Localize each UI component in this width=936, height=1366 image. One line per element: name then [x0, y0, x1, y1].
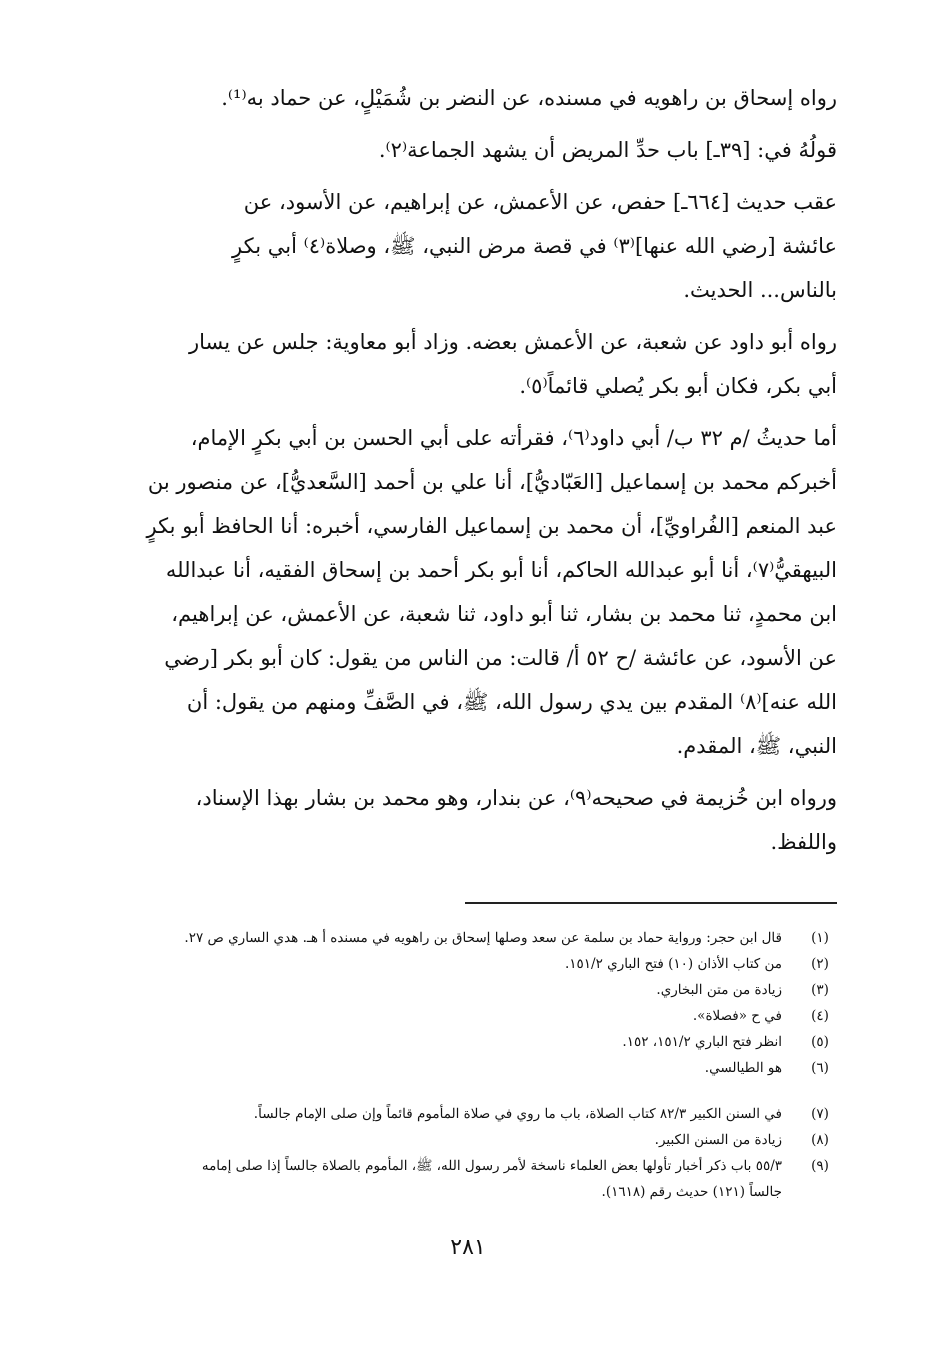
main-text [95, 76, 837, 864]
text-line: بالناس... الحديث. [683, 278, 837, 302]
text-line: ورواه ابن خُزيمة في صحيحه⁽٩⁾، عن بندار، وهو محمد بن بشار بهذا الإسناد، [195, 786, 837, 810]
text-line: الله عنه]⁽٨⁾ المقدم بين يدي رسول الله، ﷺ، في الصَّفِّ ومنهم من يقول: أن [186, 690, 837, 714]
footnote [90, 1127, 840, 1153]
text-line: النبي، ﷺ، المقدم. [676, 734, 837, 758]
text-line: رواه إسحاق بن راهويه في مسنده، عن النضر بن شُمَيْلٍ، عن حماد به⁽¹⁾. [221, 86, 837, 110]
footnote-separator [465, 902, 837, 904]
footnote-number: (٨) [811, 1132, 829, 1148]
footnote-text: زيادة من متن البخاري. [656, 982, 782, 998]
page-number: ٢٨١ [450, 1235, 486, 1260]
text-line: ابن محمدٍ، ثنا محمد بن بشار، ثنا أبو داود، ثنا شعبة، عن الأعمش، عن إبراهيم، [171, 602, 837, 626]
footnote-text: ٥٥/٣ باب ذكر أخبار تأولها بعض العلماء ناسخة لأمر رسول الله، ﷺ، المأموم بالصلاة جالساً إذا صلى إمامه [201, 1158, 782, 1174]
footnote-text: قال ابن حجر: ورواية حماد بن سلمة عن سعد وصلها إسحاق بن راهويه في مسنده أ هـ. هدي الساري ص ٢٧. [184, 930, 782, 946]
footnote-number: (٤) [811, 1008, 829, 1024]
footnote [90, 1029, 840, 1055]
footnote [90, 951, 840, 977]
footnote-number: (٣) [811, 982, 829, 998]
footnote [90, 1101, 840, 1127]
footnote [90, 1153, 840, 1179]
footnote-number: (٦) [811, 1060, 829, 1076]
text-line: أما حديثُ /م ٣٢ ب/ أبي داود⁽٦⁾، فقرأته على أبي الحسن بن أبي بكرٍ الإمام، [190, 426, 837, 450]
footnote-text: في السنن الكبير ٨٢/٣ كتاب الصلاة، باب ما روي في صلاة المأموم قائماً وإن صلى الإمام جالساً. [253, 1106, 782, 1122]
text-line: عن الأسود، عن عائشة /ح ٥٢ أ/ قالت: من الناس من يقول: كان أبو بكر [رضي [164, 646, 837, 670]
footnote-text: انظر فتح الباري ١٥١/٢، ١٥٢. [622, 1034, 782, 1050]
text-line: عائشة [رضي الله عنها]⁽٣⁾ في قصة مرض النبي، ﷺ، وصلاة⁽٤⁾ أبي بكرٍ [232, 234, 837, 258]
footnote-continuation [90, 1179, 840, 1205]
footnote-text: من كتاب الأذان (١٠) فتح الباري ١٥١/٢. [564, 956, 782, 972]
footnote-text: جالساً (١٢١) حديث رقم (١٦١٨). [601, 1184, 782, 1200]
text-line: رواه أبو داود عن شعبة، عن الأعمش بعضه. وزاد أبو معاوية: جلس عن يسار [188, 330, 837, 354]
text-line: عبد المنعم [الفُراويِّ]، أن محمد بن إسماعيل الفارسي، أخبره: أنا الحافظ أبو بكرٍ [146, 514, 837, 538]
footnote-text: هو الطيالسي. [704, 1060, 782, 1076]
footnote-number: (٧) [811, 1106, 829, 1122]
text-line: أخبركم محمد بن إسماعيل [العَبّاديُّ]، أنا علي بن أحمد [السَّعديُّ]، عن منصور بن [147, 470, 837, 494]
footnote [90, 1003, 840, 1029]
text-line: أبي بكر، فكان أبو بكر يُصلي قائماً⁽٥⁾. [519, 374, 837, 398]
footnote-gap [90, 1081, 840, 1101]
footnote-number: (٩) [811, 1158, 829, 1174]
footnote-number: (١) [811, 930, 829, 946]
footnote-number: (٢) [811, 956, 829, 972]
text-line: عقب حديث [٦٦٤ـ] حفص، عن الأعمش، عن إبراهيم، عن الأسود، عن [243, 190, 837, 214]
footnote [90, 925, 840, 951]
text-line: البيهقيُّ⁽٧⁾، أنا أبو عبدالله الحاكم، أنا أبو بكر أحمد بن إسحاق الفقيه، أنا عبدالله [165, 558, 837, 582]
footnote [90, 977, 840, 1003]
footnote-text: في ح «فصلاة». [692, 1008, 782, 1024]
footnote [90, 1055, 840, 1081]
text-line: قولُهُ في: [٣٩ـ] باب حدِّ المريض أن يشهد الجماعة⁽٢⁾. [378, 138, 837, 162]
footnotes [90, 925, 840, 1205]
footnote-number: (٥) [811, 1034, 829, 1050]
footnote-text: زيادة من السنن الكبير. [654, 1132, 782, 1148]
text-line: واللفظ. [770, 830, 837, 854]
